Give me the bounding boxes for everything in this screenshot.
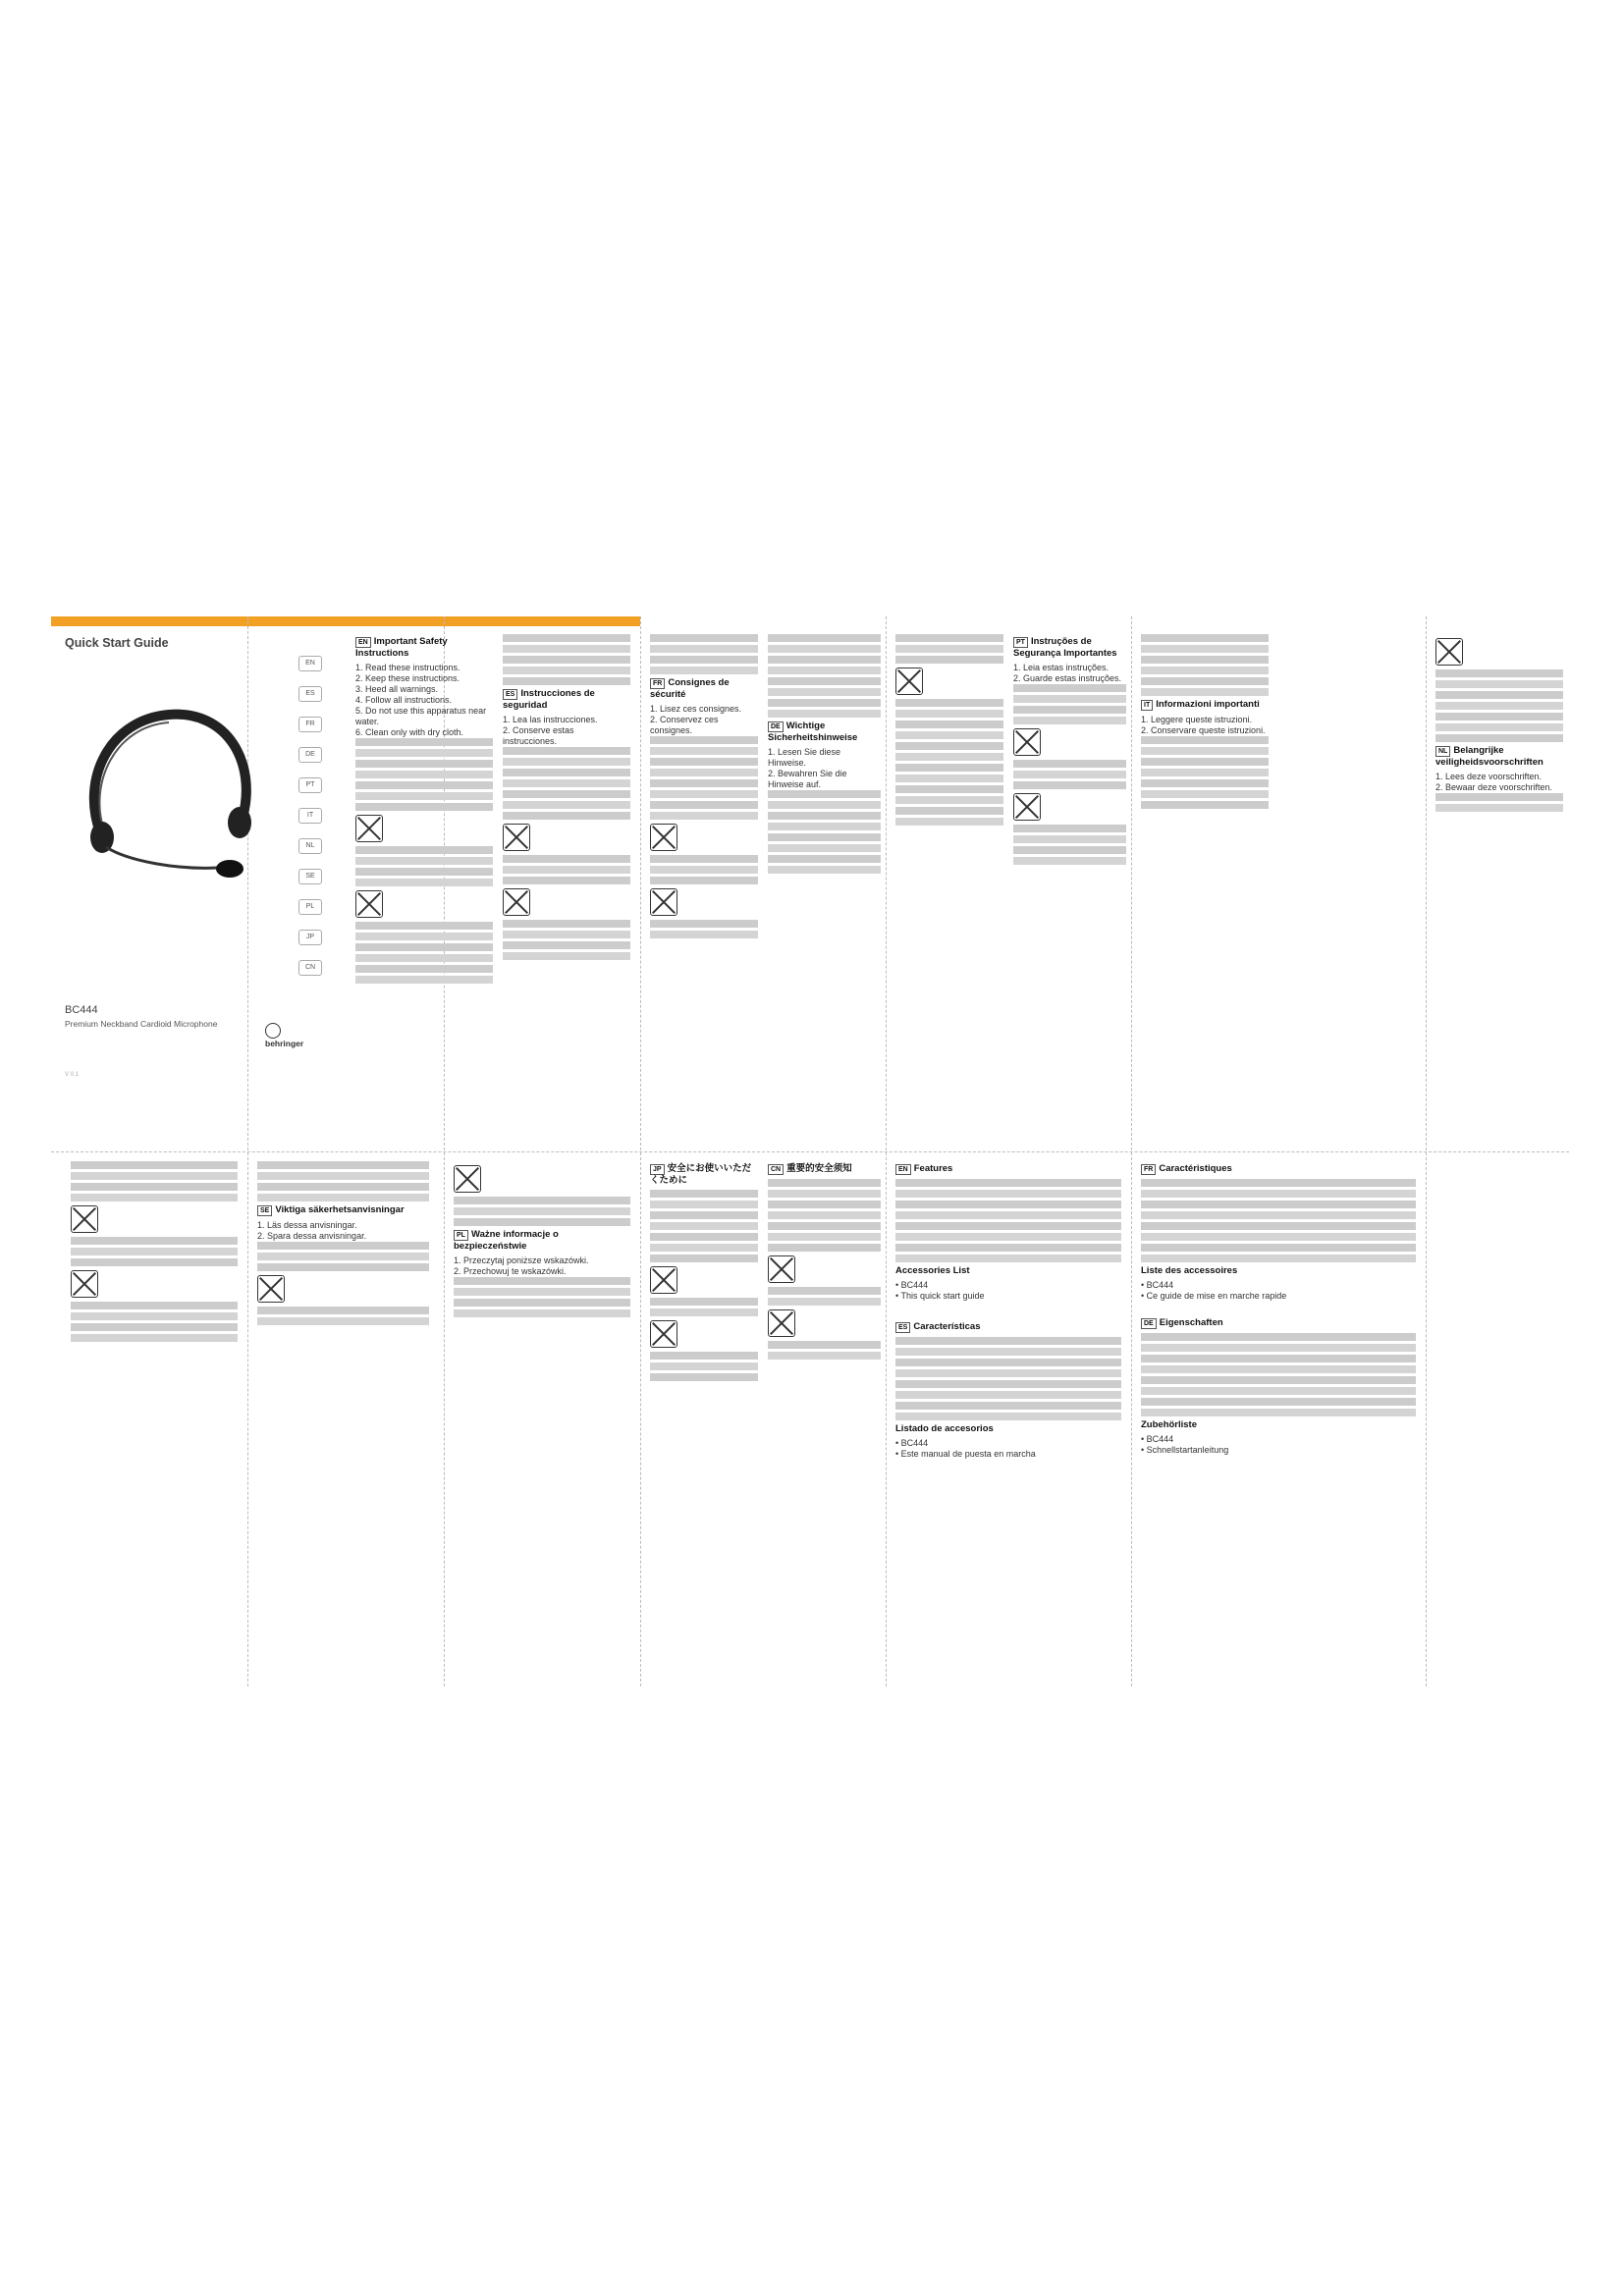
section-heading: Instruções de Segurança Importantes (1013, 636, 1117, 659)
list-item: 1. Read these instructions. (355, 663, 460, 672)
warning-icon (1013, 728, 1041, 756)
list-item: 2. Conservare queste istruzioni. (1141, 725, 1266, 735)
guide-title: Quick Start Guide (65, 636, 169, 650)
features-fr-de-panel: FR Caractéristiques Liste des accessoires • BC444 • Ce guide de mise en marche rapide DE Eigenschaften Zubehörliste • BC444 • Schnellstartanleitung (1141, 1161, 1416, 1672)
es-safety-panel: ES Instrucciones de seguridad 1. Lea las instrucciones. 2. Conserve estas instrucciones. (503, 634, 630, 1135)
lang-tab-fr[interactable]: FR (298, 717, 322, 732)
list-item: 2. Bewaar deze voorschriften. (1435, 782, 1553, 792)
section-heading: Caractéristiques (1159, 1163, 1232, 1174)
accent-bar (51, 616, 640, 626)
list-item: 3. Heed all warnings. (355, 684, 439, 694)
list-item: 4. Follow all instructions. (355, 695, 453, 705)
lang-tab-se[interactable]: SE (298, 869, 322, 884)
list-item: • Schnellstartanleitung (1141, 1445, 1229, 1455)
section-heading: Belangrijke veiligheidsvoorschriften (1435, 745, 1543, 768)
list-item: 1. Lesen Sie diese Hinweise. (768, 747, 841, 768)
weee-bin-icon (355, 890, 383, 918)
weee-bin-icon (503, 888, 530, 916)
lang-tab-pt[interactable]: PT (298, 777, 322, 793)
list-item: • BC444 (1141, 1280, 1174, 1290)
section-heading: Eigenschaften (1159, 1317, 1223, 1328)
list-item: 1. Leggere queste istruzioni. (1141, 715, 1253, 724)
pl-safety-panel: PL Ważne informacje o bezpieczeństwie 1. Przeczytaj poniższe wskazówki. 2. Przechowuj te wskazówki. (454, 1161, 630, 1672)
section-heading: Viktiga säkerhetsanvisningar (275, 1204, 405, 1215)
list-item: 2. Bewahren Sie die Hinweise auf. (768, 769, 847, 789)
section-heading: Features (913, 1163, 953, 1174)
lang-tab-nl[interactable]: NL (298, 838, 322, 854)
section-heading: Instrucciones de seguridad (503, 688, 595, 711)
warning-icon (355, 815, 383, 842)
page-code: V 0.1 (65, 1072, 80, 1078)
fold-line (51, 1151, 1569, 1152)
section-heading: Important Safety Instructions (355, 636, 448, 659)
list-item: 2. Przechowuj te wskazówki. (454, 1266, 567, 1276)
section-heading: Zubehörliste (1141, 1419, 1198, 1430)
lang-tab-de[interactable]: DE (298, 747, 322, 763)
list-item: • BC444 (1141, 1434, 1174, 1444)
warning-icon (71, 1205, 98, 1233)
lang-tab-en[interactable]: EN (298, 656, 322, 671)
weee-bin-icon (895, 667, 923, 695)
model-name: BC444 (65, 1004, 98, 1016)
nl-safety-continued (71, 1161, 238, 1672)
lang-tab-es[interactable]: ES (298, 686, 322, 702)
section-heading: Liste des accessoires (1141, 1265, 1238, 1276)
list-item: 2. Conserve estas instrucciones. (503, 725, 574, 746)
lang-tab-pl[interactable]: PL (298, 899, 322, 915)
weee-bin-icon (1013, 793, 1041, 821)
list-item: 1. Leia estas instruções. (1013, 663, 1110, 672)
weee-bin-icon (650, 1320, 677, 1348)
list-item: 5. Do not use this apparatus near water. (355, 706, 487, 726)
section-heading: Accessories List (895, 1265, 970, 1276)
behringer-logo-icon (265, 1023, 281, 1039)
list-item: 2. Keep these instructions. (355, 673, 460, 683)
list-item: 1. Lea las instrucciones. (503, 715, 598, 724)
weee-bin-icon (454, 1165, 481, 1193)
headset-microphone-image (71, 685, 267, 891)
list-item: • Este manual de puesta en marcha (895, 1449, 1036, 1459)
fr-safety-panel: FR Consignes de sécurité 1. Lisez ces consignes. 2. Conservez ces consignes. (650, 634, 758, 1135)
list-item: 1. Lees deze voorschriften. (1435, 772, 1543, 781)
list-item: 2. Guarde estas instruções. (1013, 673, 1122, 683)
list-item: 1. Läs dessa anvisningar. (257, 1220, 357, 1230)
list-item: • This quick start guide (895, 1291, 985, 1301)
pt-safety-panel: PT Instruções de Segurança Importantes 1. Leia estas instruções. 2. Guarde estas instruções. (1013, 634, 1126, 1135)
section-heading: 安全にお使いいただくために (650, 1163, 752, 1186)
section-heading: Informazioni importanti (1156, 699, 1260, 710)
en-safety-panel: EN Important Safety Instructions 1. Read these instructions. 2. Keep these instructions. 3. Heed all warnings. 4. Follow all instructions. 5. Do not use this apparatus near water. 6. Clean only with dry cloth. (355, 634, 493, 1135)
warning-icon (768, 1255, 795, 1283)
warning-icon (650, 1266, 677, 1294)
section-heading: Consignes de sécurité (650, 677, 730, 700)
weee-bin-icon (650, 888, 677, 916)
nl-safety-panel: NL Belangrijke veiligheidsvoorschriften 1. Lees deze voorschriften. 2. Bewaar deze voorschriften. (1435, 634, 1563, 1135)
warning-icon (257, 1275, 285, 1303)
list-item: 2. Spara dessa anvisningar. (257, 1231, 367, 1241)
product-subtitle: Premium Neckband Cardioid Microphone (65, 1019, 218, 1029)
weee-bin-icon (768, 1309, 795, 1337)
list-item: • BC444 (895, 1438, 929, 1448)
list-item: • BC444 (895, 1280, 929, 1290)
it-safety-panel: IT Informazioni importanti 1. Leggere queste istruzioni. 2. Conservare queste istruzioni. (1141, 634, 1269, 1135)
jp-safety-panel: JP 安全にお使いいただくために (650, 1161, 758, 1672)
de-safety-panel: DE Wichtige Sicherheitshinweise 1. Lesen Sie diese Hinweise. 2. Bewahren Sie die Hinweise auf. (768, 634, 881, 1135)
de-safety-continued (895, 634, 1003, 1135)
list-item: • Ce guide de mise en marche rapide (1141, 1291, 1287, 1301)
lang-tab-cn[interactable]: CN (298, 960, 322, 976)
brand-name: behringer (265, 1039, 304, 1048)
cn-safety-panel: CN 重要的安全须知 (768, 1161, 881, 1672)
lang-tab-jp[interactable]: JP (298, 930, 322, 945)
quick-start-sheet (51, 616, 1569, 1686)
se-safety-panel: SE Viktiga säkerhetsanvisningar 1. Läs dessa anvisningar. 2. Spara dessa anvisningar. (257, 1161, 429, 1672)
section-heading: Listado de accesorios (895, 1423, 994, 1434)
list-item: 1. Lisez ces consignes. (650, 704, 742, 714)
warning-icon (650, 824, 677, 851)
section-heading: Ważne informacje o bezpieczeństwie (454, 1229, 559, 1252)
weee-bin-icon (71, 1270, 98, 1298)
warning-icon (503, 824, 530, 851)
section-heading: Características (913, 1321, 981, 1332)
list-item: 1. Przeczytaj poniższe wskazówki. (454, 1255, 589, 1265)
weee-bin-icon (1435, 638, 1463, 666)
list-item: 2. Conservez ces consignes. (650, 715, 719, 735)
cover-panel (51, 626, 336, 1127)
features-en-es-panel: EN Features Accessories List • BC444 • This quick start guide ES Características Listado de accesorios • BC444 • Este manual de puesta en marcha (895, 1161, 1121, 1672)
section-heading: Wichtige Sicherheitshinweise (768, 721, 858, 743)
section-heading: 重要的安全须知 (786, 1163, 852, 1174)
language-tabs (298, 656, 322, 990)
list-item: 6. Clean only with dry cloth. (355, 727, 464, 737)
lang-tab-it[interactable]: IT (298, 808, 322, 824)
